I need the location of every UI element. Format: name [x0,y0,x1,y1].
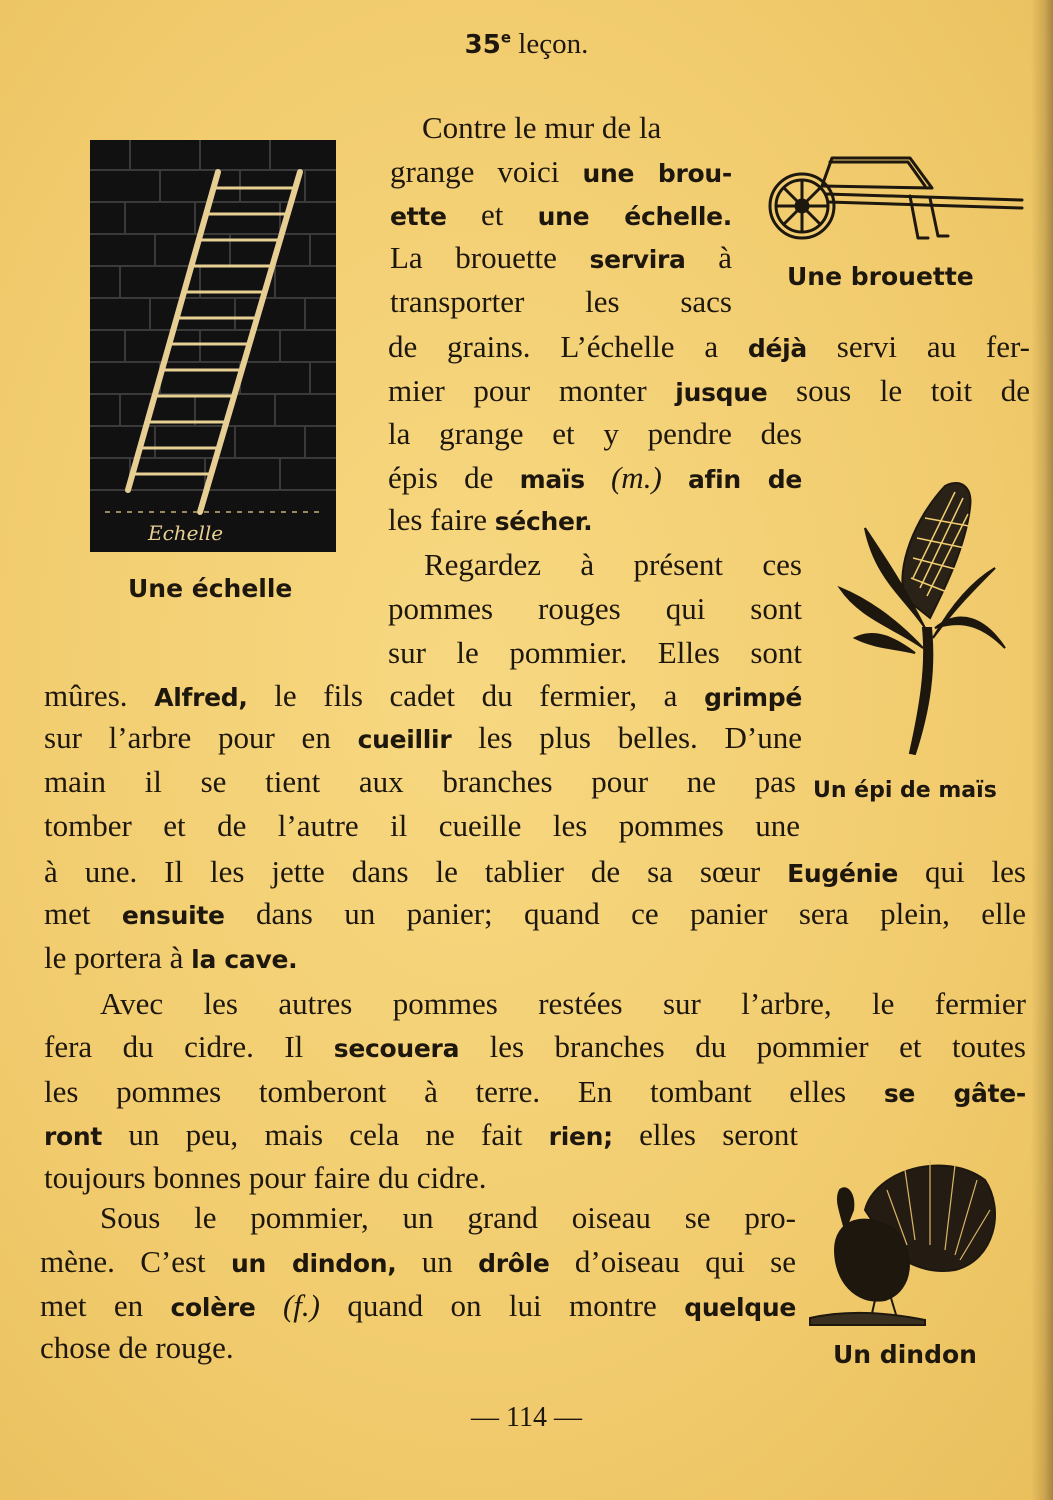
text-run: les faire [388,502,495,537]
text-line [44,762,796,802]
text-line [388,589,802,629]
text-line [44,806,800,846]
text-run: chose de rouge. [40,1330,234,1365]
text-run: (m.) [584,460,688,495]
text-run: les branches du pommier et toutes [459,1029,1026,1064]
turkey-caption: Un dindon [833,1340,977,1369]
text-line [44,1158,644,1198]
text-run: met en [40,1288,171,1323]
text-run: les plus belles. D’une [451,720,802,755]
text-line [40,1286,796,1326]
turkey-icon [805,1150,1005,1330]
bold-vocab: colère [170,1293,256,1322]
text-line [388,633,802,673]
bold-vocab: ette [390,202,447,231]
text-run: qui les [898,854,1026,889]
bold-vocab: Eugénie [787,859,899,888]
text-run: le fils cadet du fermier, a [247,678,705,713]
text-line [44,938,404,978]
text-run: quand on lui montre [319,1288,685,1323]
corn-caption: Un épi de maïs [813,778,997,803]
text-run: mier pour monter [388,373,676,408]
text-run: met [44,896,122,931]
text-run: main il se tient aux branches pour ne pas [44,764,796,799]
bold-vocab: cueillir [357,725,452,754]
text-run: La brouette [390,240,590,275]
wheelbarrow-illustration [760,148,1028,252]
text-run: grange voici [390,154,583,189]
text-run: la grange et y pendre des [388,416,802,451]
text-run: mène. C’est [40,1244,231,1279]
text-line [388,458,802,498]
text-line [390,152,732,192]
bold-vocab: la cave. [191,945,298,974]
text-run: toujours bonnes pour faire du cidre. [44,1160,487,1195]
text-run: elles seront [612,1117,798,1152]
text-run: un [396,1244,479,1279]
corn-illustration [835,478,1010,760]
lesson-word: leçon. [518,28,589,60]
text-run: pommes rouges qui sont [388,591,802,626]
bold-vocab: jusque [675,378,768,407]
text-run: sous le toit de [767,373,1030,408]
text-run: transporter les sacs [390,284,732,319]
text-run: Contre le mur de la [422,110,662,145]
text-run: les pommes tomberont à terre. En tombant elles [44,1074,884,1109]
wheelbarrow-icon [760,148,1028,252]
text-run: à une. Il les jette dans le tablier de sa sœur [44,854,788,889]
bold-vocab: afin de [687,465,802,494]
bold-vocab: se gâte- [883,1079,1026,1108]
text-run: Regardez à présent ces [424,547,802,582]
text-run: de grains. L’échelle a [388,329,748,364]
text-line [44,1027,1026,1067]
text-line [388,371,1030,411]
bold-vocab: Alfred, [154,683,248,712]
text-run: un peu, mais cela ne fait [102,1117,549,1152]
text-line [390,282,732,322]
text-line [390,195,732,235]
text-line [388,327,1030,367]
text-line [388,500,802,540]
text-run: servi au fer- [806,329,1030,364]
text-run: à [685,240,732,275]
lesson-number-suffix: e [500,28,512,47]
lesson-heading [0,28,1053,61]
text-line [44,852,1026,892]
text-line [388,414,802,454]
turkey-illustration [805,1150,1005,1330]
text-line [422,108,732,148]
text-line [44,718,802,758]
bold-vocab: maïs [519,465,585,494]
text-run: sur l’arbre pour en [44,720,358,755]
ladder-icon [90,140,336,552]
text-run: sur le pommier. Elles sont [388,635,802,670]
bold-vocab: une brou- [582,159,732,188]
text-line [44,894,1026,934]
bold-vocab: drôle [478,1249,550,1278]
text-line [424,545,802,585]
text-run: Sous le pommier, un grand oiseau se pro- [100,1200,796,1235]
ladder-caption: Une échelle [128,574,293,603]
text-run: le portera à [44,940,192,975]
text-line [390,238,732,278]
bold-vocab: quelque [684,1293,796,1322]
ladder-signature: Echelle [148,521,224,545]
text-line [44,1072,1026,1112]
text-line [40,1328,340,1368]
bold-vocab: rien; [548,1122,613,1151]
corn-icon [835,478,1010,760]
lesson-number: 35 [464,30,501,60]
text-run: (f.) [255,1288,320,1323]
wheelbarrow-caption: Une brouette [787,262,974,291]
page-number: — 114 — [471,1402,582,1433]
text-line [44,1115,798,1155]
bold-vocab: ensuite [121,901,225,930]
bold-vocab: secouera [333,1034,460,1063]
text-line [100,984,1026,1024]
text-line [100,1198,796,1238]
text-run: et [446,197,538,232]
ladder-illustration [90,140,336,552]
bold-vocab: sécher. [494,507,593,536]
bold-vocab: un dindon, [230,1249,397,1278]
text-run: d’oiseau qui se [549,1244,796,1279]
bold-vocab: déjà [747,334,807,363]
text-run: fera du cidre. Il [44,1029,334,1064]
text-run: épis de [388,460,520,495]
text-line [40,1242,796,1282]
bold-vocab: une échelle. [537,202,733,231]
text-run: mûres. [44,678,155,713]
bold-vocab: grimpé [704,683,803,712]
bold-vocab: servira [589,245,686,274]
text-run: Avec les autres pommes restées sur l’arbre, le fermier [100,986,1026,1021]
text-run: dans un panier; quand ce panier sera plein, elle [224,896,1026,931]
bold-vocab: ront [44,1122,103,1151]
text-line [44,676,802,716]
page-edge-shadow [1031,0,1053,1500]
text-run: tomber et de l’autre il cueille les pommes une [44,808,800,843]
